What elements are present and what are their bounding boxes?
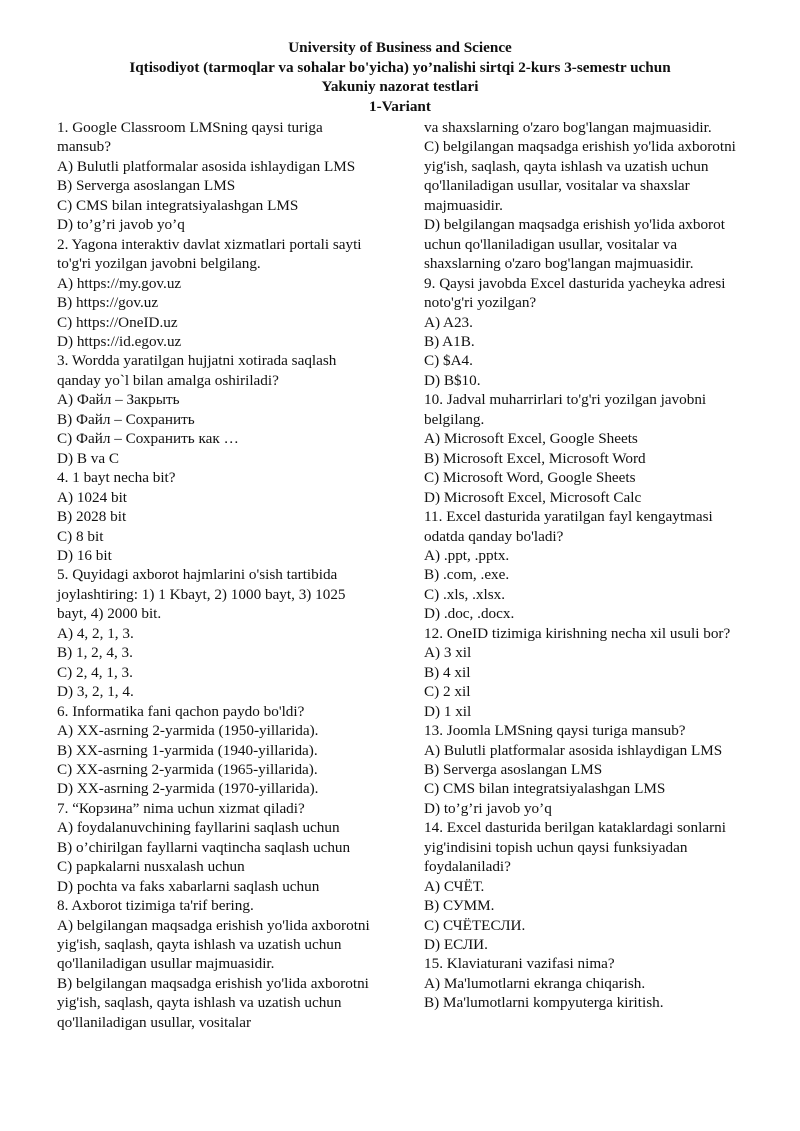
test-line: A) A23. [424, 313, 473, 331]
test-line: D) B$10. [424, 371, 481, 389]
test-line: A) Microsoft Excel, Google Sheets [424, 430, 638, 448]
test-line: C) 2 xil [424, 683, 471, 701]
test-line: A) Bulutli platformalar asosida ishlaydigan LMS [424, 741, 723, 759]
test-title: Yakuniy nazorat testlari [321, 78, 479, 95]
test-line: D) ЕСЛИ. [424, 936, 488, 954]
test-line: C) XX-asrning 2-yarmida (1965-yillarida). [57, 760, 318, 778]
test-line: A) 3 xil [424, 644, 472, 662]
test-line: A) .ppt, .pptx. [424, 546, 510, 564]
test-line: C) https://OneID.uz [57, 313, 178, 331]
test-line: C) .xls, .xlsx. [424, 585, 506, 603]
test-line: 2. Yagona interaktiv davlat xizmatlari portali sayti to'g'ri yozilgan javobni belgilang. [57, 235, 362, 273]
test-line: A) XX-asrning 2-yarmida (1950-yillarida). [57, 722, 319, 740]
test-line: D) 16 bit [57, 546, 112, 564]
test-line: A) СЧЁТ. [424, 877, 485, 895]
left-column [57, 118, 379, 1032]
test-line: D) 1 xil [424, 702, 472, 720]
test-line: B) https://gov.uz [57, 294, 159, 312]
test-line: B) 2028 bit [57, 508, 127, 526]
test-line: B) Serverga asoslangan LMS [57, 177, 236, 195]
course-subtitle: Iqtisodiyot (tarmoqlar va sohalar bo'yicha) yo’nalishi sirtqi 2-kurs 3-semestr uchun [129, 58, 671, 76]
test-line: D) https://id.egov.uz [57, 332, 182, 350]
test-line: B) A1B. [424, 332, 475, 350]
test-line: 13. Joomla LMSning qaysi turiga mansub? [424, 722, 686, 740]
test-line: 9. Qaysi javobda Excel dasturida yacheyka adresi noto'g'ri yozilgan? [424, 274, 726, 312]
test-line: 8. Axborot tizimiga ta'rif bering. [57, 897, 254, 915]
test-line: 12. OneID tizimiga kirishning necha xil usuli bor? [424, 624, 731, 642]
test-line: B) СУММ. [424, 897, 495, 915]
test-line: D) 3, 2, 1, 4. [57, 683, 134, 701]
variant-label: 1-Variant [369, 97, 431, 115]
test-line: C) 8 bit [57, 527, 104, 545]
test-line: A) belgilangan maqsadga erishish yo'lida axborotni yig'ish, saqlash, qayta ishlash va uzatish uchun qo'llaniladigan usullar majmuasidir. [57, 916, 370, 973]
test-line: D) to’g’ri javob yo’q [424, 799, 552, 817]
university-name: University of Business and Science [288, 39, 512, 56]
test-line: D) Microsoft Excel, Microsoft Calc [424, 488, 642, 506]
test-line: C) belgilangan maqsadga erishish yo'lida axborotni yig'ish, saqlash, qayta ishlash va uzatish uchun qo'llaniladigan usullar, vositalar va shaxslar majmuasidir. [424, 138, 736, 214]
test-line: C) 2, 4, 1, 3. [57, 663, 133, 681]
test-line: 6. Informatika fani qachon paydo bo'ldi? [57, 702, 305, 720]
test-line: C) Файл – Сохранить как … [57, 430, 239, 448]
test-line: 1. Google Classroom LMSning qaysi turiga mansub? [57, 119, 323, 156]
test-line: va shaxslarning o'zaro bog'langan majmuasidir. [424, 119, 712, 136]
test-line: B) belgilangan maqsadga erishish yo'lida axborotni yig'ish, saqlash, qayta ishlash va uzatish uchun qo'llaniladigan usullar, vositalar [57, 974, 369, 1031]
test-line: 4. 1 bayt necha bit? [57, 469, 176, 487]
test-line: D) to’g’ri javob yo’q [57, 216, 185, 234]
test-line: D) .doc, .docx. [424, 605, 515, 623]
right-column [424, 118, 746, 1013]
document-header [0, 38, 800, 116]
test-line: D) pochta va faks xabarlarni saqlash uchun [57, 877, 320, 895]
test-line: 10. Jadval muharrirlari to'g'ri yozilgan javobni belgilang. [424, 391, 707, 428]
test-line: C) Microsoft Word, Google Sheets [424, 469, 636, 487]
test-line: 3. Wordda yaratilgan hujjatni xotirada saqlash qanday yo`l bilan amalga oshiriladi? [57, 352, 337, 389]
test-line: A) 4, 2, 1, 3. [57, 624, 134, 642]
test-line: C) CMS bilan integratsiyalashgan LMS [57, 196, 299, 214]
test-line: 7. “Корзина” nima uchun xizmat qiladi? [57, 799, 305, 817]
test-line: D) XX-asrning 2-yarmida (1970-yillarida). [57, 780, 319, 798]
test-line: B) Файл – Сохранить [57, 410, 195, 428]
test-line: C) СЧЁТЕСЛИ. [424, 916, 526, 934]
test-line: A) Файл – Закрыть [57, 391, 180, 409]
test-line: 15. Klaviaturani vazifasi nima? [424, 955, 615, 973]
test-line: B) Ma'lumotlarni kompyuterga kiritish. [424, 994, 664, 1012]
test-line: C) $A4. [424, 352, 473, 370]
test-line: B) o’chirilgan fayllarni vaqtincha saqlash uchun [57, 838, 351, 856]
test-line: B) 1, 2, 4, 3. [57, 644, 133, 662]
test-line: A) Ma'lumotlarni ekranga chiqarish. [424, 974, 646, 992]
test-line: 5. Quyidagi axborot hajmlarini o'sish tartibida joylashtiring: 1) 1 Kbayt, 2) 1000 bayt, 3) 1025 bayt, 4) 2000 bit. [57, 566, 346, 623]
test-line: B) 4 xil [424, 663, 471, 681]
test-line: D) belgilangan maqsadga erishish yo'lida axborot uchun qo'llaniladigan usullar, vositalar va shaxslarning o'zaro bog'langan majmuasidir. [424, 216, 725, 273]
test-line: B) Serverga asoslangan LMS [424, 760, 603, 778]
test-line: A) https://my.gov.uz [57, 274, 182, 292]
test-line: 14. Excel dasturida berilgan kataklardagi sonlarni yig'indisini topish uchun qaysi funksiyadan foydalaniladi? [424, 819, 726, 876]
test-line: B) XX-asrning 1-yarmida (1940-yillarida). [57, 741, 318, 759]
test-line: B) .com, .exe. [424, 566, 510, 584]
test-line: C) papkalarni nusxalash uchun [57, 858, 245, 876]
test-line: D) B va C [57, 449, 120, 467]
test-line: A) 1024 bit [57, 488, 128, 506]
test-line: A) Bulutli platformalar asosida ishlaydigan LMS [57, 157, 356, 175]
test-line: 11. Excel dasturida yaratilgan fayl kengaytmasi odatda qanday bo'ladi? [424, 508, 713, 545]
test-line: B) Microsoft Excel, Microsoft Word [424, 449, 646, 467]
test-line: A) foydalanuvchining fayllarini saqlash uchun [57, 819, 340, 837]
test-line: C) CMS bilan integratsiyalashgan LMS [424, 780, 666, 798]
